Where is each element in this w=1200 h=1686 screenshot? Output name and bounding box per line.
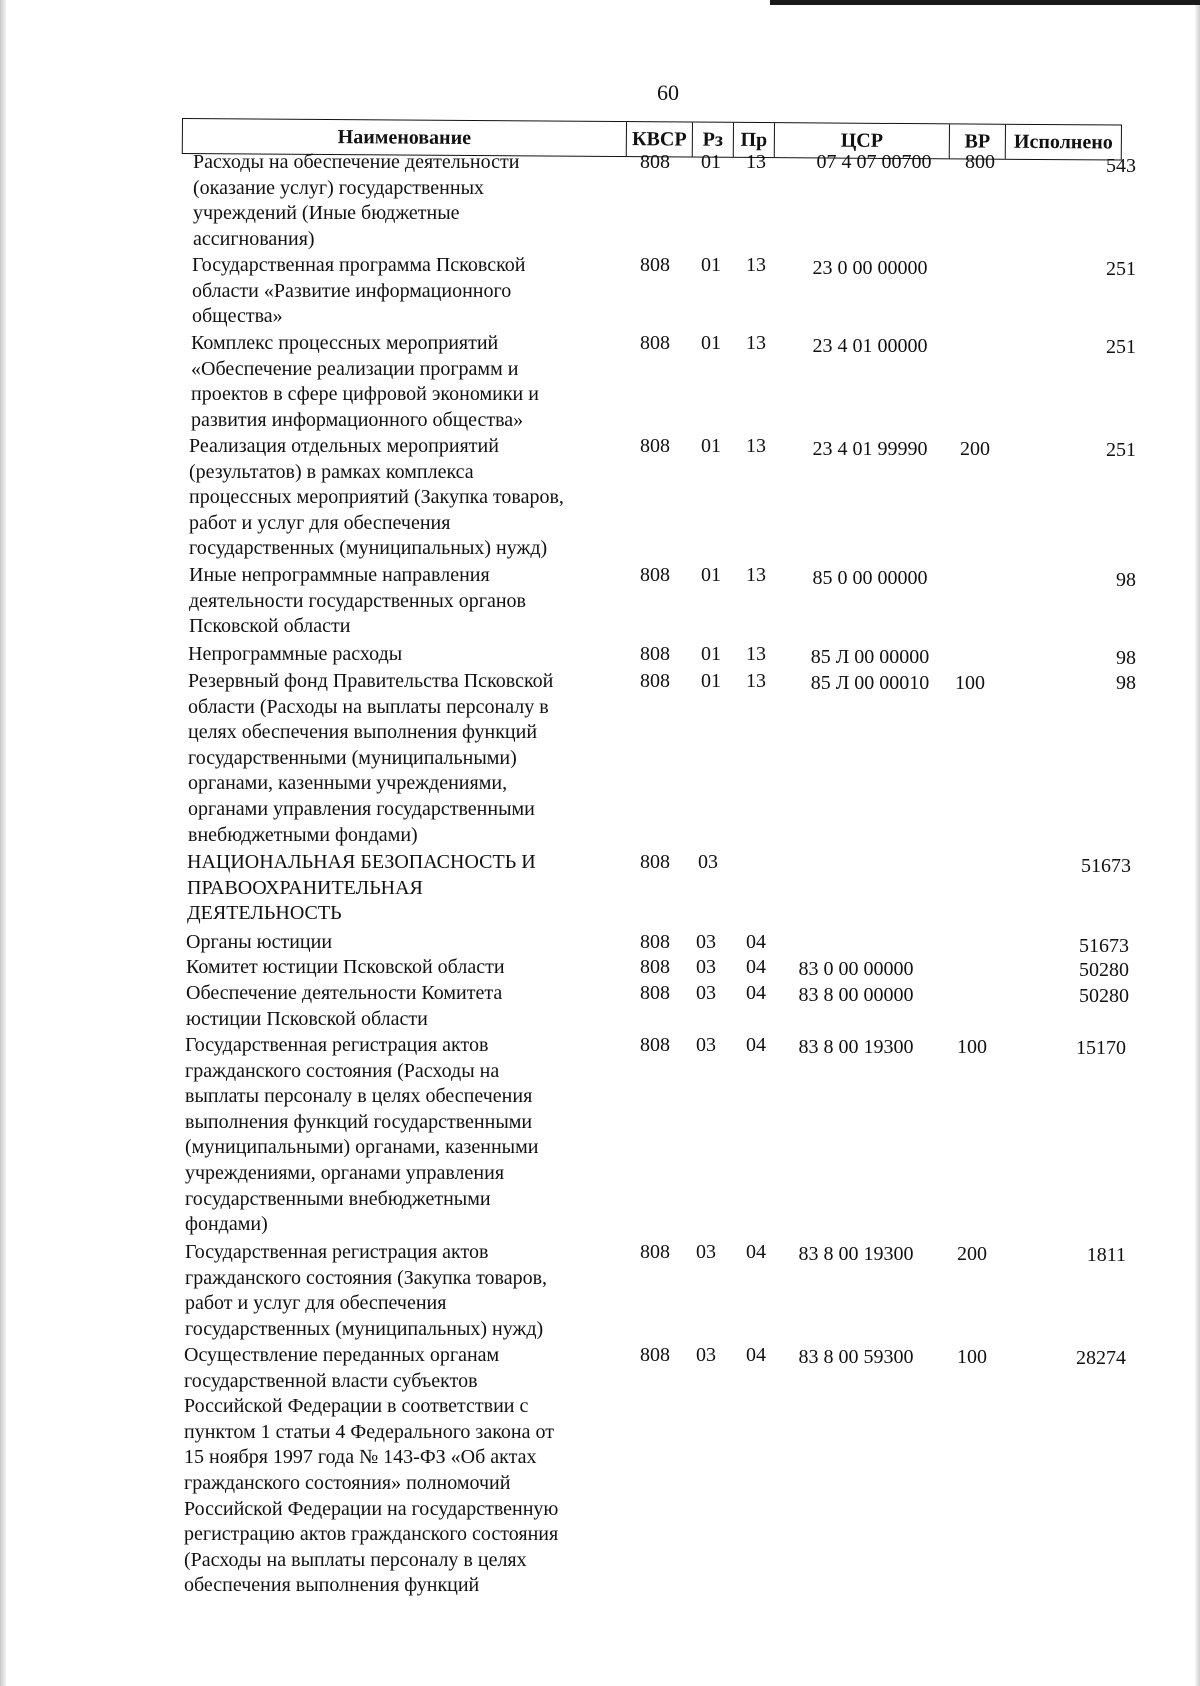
row-done: 98 bbox=[1116, 569, 1136, 591]
row-csr: 83 8 00 00000 bbox=[798, 984, 914, 1006]
row-rz: 01 bbox=[701, 254, 721, 276]
row-kvsr: 808 bbox=[640, 643, 670, 665]
row-kvsr: 808 bbox=[640, 254, 670, 276]
row-name: Реализация отдельных мероприятий (результатов) в рамках комплекса процессных мероприятий (Закупка товаров, работ и услуг для обеспечения государственных (муниципальных) нужд) bbox=[189, 435, 564, 560]
page-number: 60 bbox=[657, 80, 679, 105]
row-kvsr: 808 bbox=[640, 151, 670, 173]
row-rz: 01 bbox=[701, 151, 721, 173]
row-name: Государственная регистрация актов гражданского состояния (Закупка товаров, работ и услуг для обеспечения государственных (муниципальных) нужд) bbox=[185, 1241, 548, 1340]
header-done: Исполнено bbox=[1005, 125, 1121, 160]
header-kvsr: КВСР bbox=[626, 122, 692, 156]
row-rz: 03 bbox=[696, 1344, 716, 1366]
row-csr: 07 4 07 00700 bbox=[816, 151, 932, 173]
scan-edge-left bbox=[0, 0, 6, 1686]
row-vr: 100 bbox=[957, 1346, 987, 1368]
row-pr: 13 bbox=[746, 151, 766, 173]
row-name: Обеспечение деятельности Комитета юстиции Псковской области bbox=[186, 982, 503, 1030]
header-pr: Пр bbox=[733, 123, 774, 157]
row-pr: 04 bbox=[746, 1241, 766, 1263]
header-vr: ВР bbox=[949, 124, 1005, 158]
row-kvsr: 808 bbox=[640, 851, 670, 873]
scan-edge-right bbox=[1195, 0, 1200, 1686]
row-vr: 200 bbox=[957, 1243, 987, 1265]
row-kvsr: 808 bbox=[640, 332, 670, 354]
row-rz: 03 bbox=[696, 1034, 716, 1056]
row-rz: 03 bbox=[698, 851, 718, 873]
row-done: 98 bbox=[1116, 672, 1136, 694]
row-name: Государственная регистрация актов гражданского состояния (Расходы на выплаты персоналу в целях обеспечения выполнения функций государственными (муниципальными) органами, казенными учреждениями, органами управления государственными внебюджетными фондами) bbox=[185, 1034, 539, 1236]
row-done: 543 bbox=[1106, 155, 1136, 177]
scan-edge-top bbox=[770, 0, 1200, 5]
row-pr: 13 bbox=[746, 643, 766, 665]
row-rz: 03 bbox=[696, 931, 716, 953]
row-pr: 13 bbox=[746, 332, 766, 354]
row-rz: 01 bbox=[701, 332, 721, 354]
row-rz: 01 bbox=[701, 564, 721, 586]
row-kvsr: 808 bbox=[640, 982, 670, 1004]
row-csr: 23 0 00 00000 bbox=[812, 257, 928, 279]
row-pr: 13 bbox=[746, 564, 766, 586]
row-vr: 200 bbox=[960, 438, 990, 460]
row-kvsr: 808 bbox=[640, 956, 670, 978]
row-pr: 04 bbox=[746, 931, 766, 953]
row-csr: 85 0 00 00000 bbox=[812, 567, 928, 589]
row-csr: 83 8 00 59300 bbox=[798, 1346, 914, 1368]
row-pr: 04 bbox=[746, 1344, 766, 1366]
row-done: 50280 bbox=[1079, 959, 1129, 981]
row-done: 251 bbox=[1106, 258, 1136, 280]
header-csr: ЦСР bbox=[774, 123, 949, 158]
row-vr: 800 bbox=[965, 151, 995, 173]
row-pr: 13 bbox=[746, 670, 766, 692]
row-done: 251 bbox=[1106, 336, 1136, 358]
row-pr: 13 bbox=[746, 254, 766, 276]
row-csr: 83 0 00 00000 bbox=[798, 958, 914, 980]
row-name: Осуществление переданных органам государственной власти субъектов Российской Федерации в соответствии с пунктом 1 статьи 4 Федерального закона от 15 ноября 1997 года № 143-ФЗ «Об актах гражданского состояния» полномочий Российской Федерации на государственную регистрацию актов гражданского состояния (Расходы на выплаты персоналу в целях обеспечения выполнения функций bbox=[184, 1344, 559, 1597]
row-kvsr: 808 bbox=[640, 931, 670, 953]
row-name: Расходы на обеспечение деятельности (оказание услуг) государственных учреждений (Иные бюджетные ассигнования) bbox=[193, 151, 520, 250]
row-done: 51673 bbox=[1081, 855, 1131, 877]
row-csr: 83 8 00 19300 bbox=[798, 1243, 914, 1265]
row-pr: 13 bbox=[746, 435, 766, 457]
row-csr: 23 4 01 00000 bbox=[812, 335, 928, 357]
row-pr: 04 bbox=[746, 1034, 766, 1056]
row-name: Иные непрограммные направления деятельности государственных органов Псковской области bbox=[189, 564, 526, 638]
row-rz: 03 bbox=[696, 956, 716, 978]
row-name: Комплекс процессных мероприятий «Обеспечение реализации программ и проектов в сфере цифровой экономики и развития информационного общества» bbox=[191, 332, 539, 431]
row-vr: 100 bbox=[955, 672, 985, 694]
row-done: 28274 bbox=[1076, 1347, 1126, 1369]
row-csr: 85 Л 00 00010 bbox=[810, 672, 930, 694]
row-name: Государственная программа Псковской области «Развитие информационного общества» bbox=[192, 254, 526, 328]
row-done: 251 bbox=[1106, 439, 1136, 461]
row-rz: 01 bbox=[701, 670, 721, 692]
row-kvsr: 808 bbox=[640, 670, 670, 692]
row-name: Резервный фонд Правительства Псковской области (Расходы на выплаты персоналу в целях обеспечения выполнения функций государственными (муниципальными) органами, казенными учреждениями, органами управления государственными внебюджетными фондами) bbox=[188, 670, 554, 846]
row-done: 51673 bbox=[1079, 935, 1129, 957]
row-rz: 03 bbox=[696, 1241, 716, 1263]
row-csr: 85 Л 00 00000 bbox=[810, 646, 930, 668]
row-kvsr: 808 bbox=[640, 1344, 670, 1366]
row-rz: 01 bbox=[701, 643, 721, 665]
row-done: 1811 bbox=[1086, 1244, 1126, 1266]
header-rz: Рз bbox=[692, 123, 733, 157]
row-csr: 23 4 01 99990 bbox=[812, 438, 928, 460]
row-rz: 03 bbox=[696, 982, 716, 1004]
header-name: Наименование bbox=[337, 125, 472, 149]
row-name: Органы юстиции bbox=[186, 931, 333, 953]
row-kvsr: 808 bbox=[640, 564, 670, 586]
row-name: Комитет юстиции Псковской области bbox=[186, 956, 505, 978]
row-name: Непрограммные расходы bbox=[188, 643, 403, 665]
row-kvsr: 808 bbox=[640, 435, 670, 457]
row-kvsr: 808 bbox=[640, 1241, 670, 1263]
row-pr: 04 bbox=[746, 982, 766, 1004]
row-pr: 04 bbox=[746, 956, 766, 978]
row-done: 98 bbox=[1116, 647, 1136, 669]
row-rz: 01 bbox=[701, 435, 721, 457]
row-done: 50280 bbox=[1079, 985, 1129, 1007]
row-done: 15170 bbox=[1076, 1037, 1126, 1059]
row-name: НАЦИОНАЛЬНАЯ БЕЗОПАСНОСТЬ И ПРАВООХРАНИТЕЛЬНАЯ ДЕЯТЕЛЬНОСТЬ bbox=[187, 851, 536, 925]
row-vr: 100 bbox=[957, 1036, 987, 1058]
row-kvsr: 808 bbox=[640, 1034, 670, 1056]
row-csr: 83 8 00 19300 bbox=[798, 1036, 914, 1058]
